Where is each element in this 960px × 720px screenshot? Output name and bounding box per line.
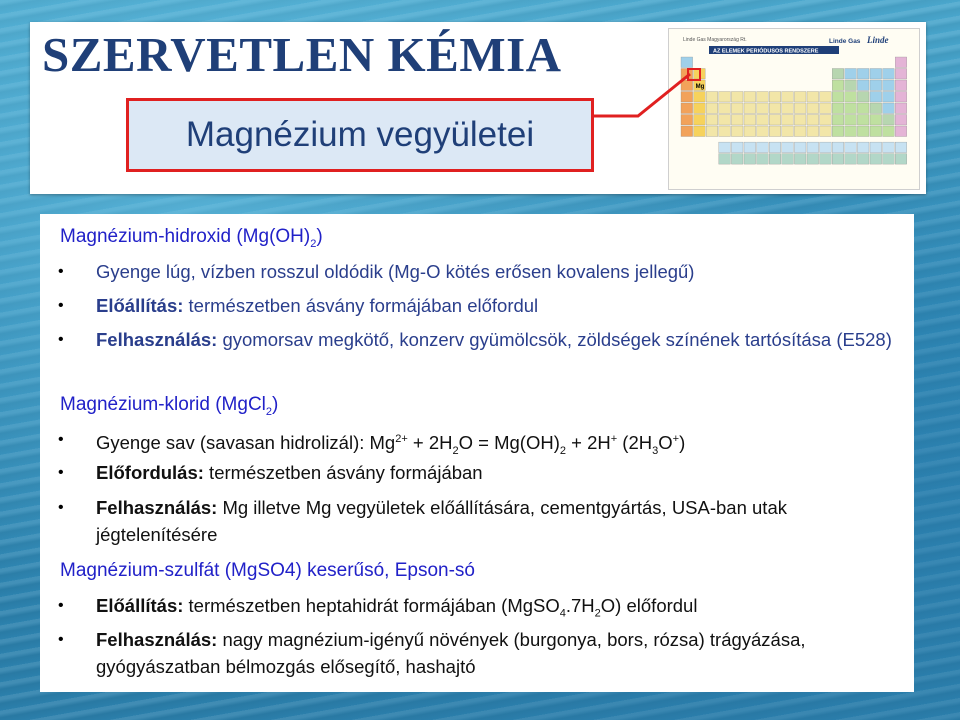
pt-mg-symbol: Mg: [695, 84, 705, 90]
bullet-dot: •: [58, 297, 64, 314]
hydrolysis-equation: Gyenge sav (savasan hidrolizál): $Mg^{2+} + 2H_2O = Mg(OH)_2 + 2H^+$ $(2H_3O^+)$: [96, 432, 686, 457]
bullet-dot: •: [58, 263, 64, 280]
heading-mg-chloride-text: Magnézium-klorid (MgCl: [60, 394, 266, 415]
bullet-text: természetben ásvány formájában előfordul: [183, 295, 539, 316]
pt-header-small: Linde Gas Magyarország Rt.: [683, 37, 747, 43]
bullet-dot: •: [58, 499, 64, 516]
bullet-label: Felhasználás:: [96, 329, 218, 350]
bullet-label: Előfordulás:: [96, 462, 204, 483]
bullet-label: Előállítás:: [96, 295, 184, 316]
bullet-text: Gyenge lúg, vízben rosszul oldódik (Mg-O kötés erősen kovalens jellegű): [96, 261, 695, 282]
bullet-text: gyomorsav megkötő, konzerv gyümölcsök, zöldségek színének tartósítása (E528): [217, 329, 892, 350]
bullet-chloride-usage: [58, 494, 898, 548]
content-panel: [40, 214, 914, 692]
pt-heading: AZ ELEMEK PERIÓDUSOS RENDSZERE: [713, 48, 819, 55]
periodic-table-graphic: [669, 29, 919, 189]
heading-mg-chloride-close: ): [272, 394, 279, 415]
bullet-dot: •: [58, 331, 64, 348]
heading-mg-hydroxide: [60, 226, 323, 250]
bullet-dot: •: [58, 597, 64, 614]
bullet-text: Mg illetve Mg vegyületek előállítására, cementgyártás, USA-ban utak jégtelenítésére: [96, 497, 787, 545]
bullet-hydroxide-usage: [58, 326, 898, 353]
slide-subtitle: Magnézium vegyületei: [185, 115, 535, 154]
bullet-text: nagy magnézium-igényű növények (burgonya, bors, rózsa) trágyázása, gyógyászatban bélmozgás elősegítő, hashajtó: [96, 629, 806, 677]
bullet-hydroxide-property: [58, 258, 898, 285]
bullet-label: Felhasználás:: [96, 629, 218, 650]
bullet-label: Felhasználás:: [96, 497, 218, 518]
bullet-sulfate-usage: [58, 626, 898, 680]
bullet-sulfate-production: • Előállítás: természetben heptahidrát formájában $(MgSO_4.7H_2O)$ előfordul: [58, 592, 898, 628]
heading-mg-sulfate: Magnézium-szulfát (MgSO4) keserűsó, Epson-só: [60, 560, 475, 581]
bullet-dot: •: [58, 631, 64, 648]
heading-mg-chloride: [60, 394, 278, 418]
bullet-dot: •: [58, 431, 64, 448]
title-panel: [30, 22, 926, 194]
heading-mg-chloride-sub: 2: [265, 405, 273, 418]
bullet-text: természetben ásvány formájában: [203, 462, 483, 483]
slide-title: SZERVETLEN KÉMIA: [42, 27, 562, 82]
periodic-table-image: [668, 28, 920, 190]
heading-mg-hydroxide-close: ): [316, 226, 323, 247]
subtitle-box: [126, 98, 594, 172]
bullet-dot: •: [58, 464, 64, 481]
linde-logo: Linde: [867, 35, 889, 45]
bullet-chloride-occurrence: [58, 459, 898, 486]
heading-mg-hydroxide-sub: 2: [310, 237, 317, 250]
bullet-label: Előállítás:: [96, 595, 184, 616]
bullet-hydroxide-production: [58, 292, 898, 319]
pt-brand: Linde Gas: [829, 38, 861, 45]
heading-mg-hydroxide-text: Magnézium-hidroxid (Mg(OH): [60, 226, 311, 247]
